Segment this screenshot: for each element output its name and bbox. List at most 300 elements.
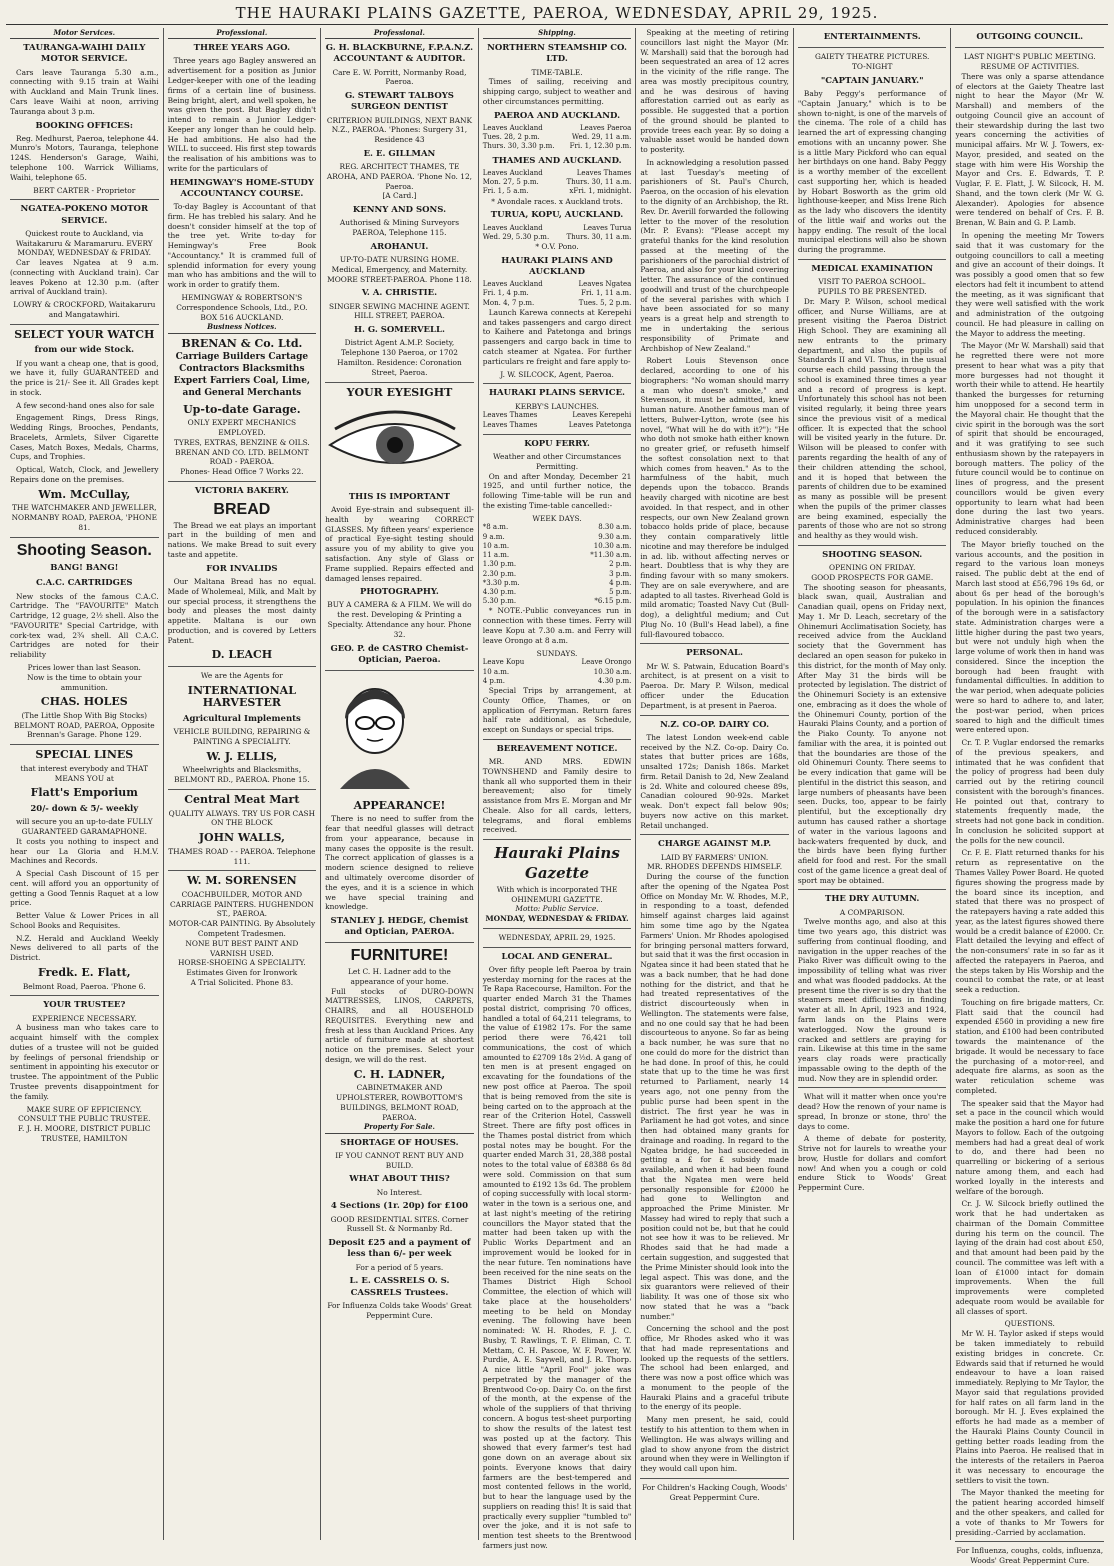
divider (798, 259, 947, 260)
timetable-route: TURUA, KOPU, AUCKLAND. (490, 210, 624, 221)
ad-address: COACHBUILDER, MOTOR AND CARRIAGE PAINTERS. HUGHENDON ST., PAEROA. (169, 889, 314, 919)
timetable-row (483, 133, 632, 142)
timetable-route2 (483, 169, 632, 197)
ad-body: For Influenza Colds take Woods' Great Peppermint Cure. (327, 1300, 472, 1320)
ad-body: Avoid Eye-strain and subsequent ill-health by wearing CORRECT GLASSES. My fifteen years' experience of practical Eye-sight testing should assure you of my ability to give you satisfaction. Any style of Glass or Frame supplied. Repairs effected and damaged lenses repaired. (325, 505, 474, 583)
timetable-row (483, 658, 632, 667)
timetable-cell: Leaves Thames (482, 411, 538, 420)
timetable-kerby (483, 411, 632, 429)
article-body: Robert Louis Stevenson once declared, according to one of his biographers: "No woman should marry a man who doesn't smoke," and Stevenson, it must be admitted, knew human nature. Another famous man of letters, Bulwer-Lytton, wrote (see his novel, "What will he do with it?"): "He who doth not smoke hath either known no greater grief, or refuseth himself the softest consolation next to that which comes from heaven." As to the harmfulness of the habit, much depends upon the tobacco. Brands heavily charged with nicotine are best avoided. In that respect, and in other respects, our own New Zealand grown tobacco holds pride of place, because they contain comparatively little nicotine and may therefore be indulged in ad. lib. without affecting nerves or heart. Doubtless that is why they are finding favour with so many smokers. They are on sale everywhere, and are adapted to all tastes. Riverhead Gold is mild aromatic; Toasted Navy Cut (Bull-dog), a delightful medium; and Cut Plug No. 10 (Bull's Head label), a fine full-flavoured tobacco. (640, 356, 789, 639)
timetable-row (483, 169, 632, 178)
ad-subhead: BANG! BANG! (50, 563, 119, 574)
timetable-cell: 10 a.m. (482, 541, 510, 550)
ad-address: Wheelwrights and Blacksmiths, BELMONT RD., PAEROA. Phone 15. (174, 765, 310, 785)
divider (10, 995, 159, 996)
article-headline: N.Z. CO-OP. DAIRY CO. (660, 719, 770, 730)
timetable-row (483, 224, 632, 233)
article-headline: MEDICAL EXAMINATION (811, 263, 933, 274)
article-body: The latest London week-end cable received by the N.Z. Co-op. Dairy Co. states that butter prices are 168s, unsalted 172s; Danish 186s. Market firm. Retail Danish to 2d, New Zealand is 2d. White and coloured cheese 89s, Canadian coloured 90-92s. Market weak. Don't expect fall below 90s; buyers now active on this market. Retail unchanged. (640, 732, 789, 830)
ad-subhead: WEEK DAYS. (532, 513, 582, 523)
article-body: Twelve months ago, and also at this time two years ago, this district was suffering from continual flooding, and navigation in the upper reaches of the Piako River was difficult owing to the impossibility of telling what was river and what was flooded paddocks. At the present time the river is so dry that the steamers meet difficulties in finding water at all. In April, 1923 and 1924, farm lands on the Plains were waterlogged. Now the ground is cracked and settlers are praying for rain. Likewise at this time in the same years clay roads were practically impassable owing to the depth of the mud. Now they are in splendid order. (797, 917, 947, 1083)
ad-headline: FURNITURE! (350, 947, 449, 965)
timetable-row (483, 299, 632, 308)
ad-body: The Bread we eat plays an important part in the building of men and nations. We make Bread to suit every taste and appetite. (167, 520, 317, 559)
timetable-cell: Leaves Auckland (482, 223, 543, 232)
ad-headline: BREAD (213, 501, 271, 519)
ad-signoff: F. J. H. MOORE, DISTRICT PUBLIC TRUSTEE, HAMILTON (18, 1124, 151, 1143)
ad-signoff: STANLEY J. HEDGE, Chemist and Optician, PAEROA. (330, 916, 469, 938)
article-subhead: QUESTIONS. (1004, 1319, 1055, 1329)
ad-subhead: KERBY'S LAUNCHES. (515, 401, 599, 411)
ad-body: will secure you an up-to-date FULLY GUARANTEED GARAMAPHONE. (15, 817, 153, 837)
article-subhead: A COMPARISON. (839, 907, 905, 917)
ad-headline: PHOTOGRAPHY. (360, 587, 439, 598)
timetable-weekdays (483, 523, 632, 606)
timetable-route: PAEROA AND AUCKLAND. (493, 110, 621, 121)
ad-address: CABINETMAKER AND UPHOLSTERER, ROWBOTTOM'S BUILDINGS, BELMONT ROAD, PAEROA. (336, 1083, 463, 1122)
timetable-cell: Thurs. 30, 11 a.m. (566, 178, 632, 187)
divider (483, 947, 632, 948)
timetable-cell: Leaves Auckland (482, 123, 543, 132)
section-header: Shipping. (483, 28, 632, 39)
ad-headline: Central Meat Mart (184, 792, 300, 806)
ad-subhead: No Interest. (376, 1187, 423, 1197)
ad-body: BUY A CAMERA & A FILM. We will do the rest. Developing & Printing a Specialty. Attendance any hour. Phone 32. (327, 600, 472, 639)
ad-address: Care E. W. Porritt, Normanby Road, Paeroa. (332, 67, 467, 87)
divider (483, 383, 632, 384)
timetable-cell: 10.30 a.m. (593, 541, 632, 550)
ad-address: Phones- Head Office 7 Works 22. (180, 467, 304, 477)
ad-body: On and after Monday, December 21 1925, and until further notice, the following Time-table will be run and the existing Time-table cancelled:- (482, 471, 632, 510)
divider (10, 744, 159, 745)
divider (325, 382, 474, 383)
section-header: Motor Services. (10, 28, 159, 39)
article-body: In acknowledging a resolution passed at last Tuesday's meeting of parishioners of St. Paul's Church, Paeroa, on the occasion of his elevation to the dignity of an Archbishop, the Rt. Rev. Dr. Averill forwarded the following letter to the mover of the resolution (Mr. P. Evans): "Please accept my grateful thanks for the kind resolution passed at the meeting of the parishioners of the parochial district of Paeroa, and also for your kind covering letter. The assurance of the continued goodwill and trust of the churchpeople of the several parishes with which I have been associated for so many years is a great help and strength to me in undertaking the serious responsibility of Primate and Archbishop of New Zealand." (640, 157, 789, 353)
timetable-row (483, 411, 632, 420)
ad-headline: INTERNATIONAL HARVESTER (187, 683, 296, 710)
ad-body: Times of sailing, receiving and shipping cargo, subject to weather and other circumstances permitting. (482, 77, 632, 106)
ad-body: Prices lower than last Season. (27, 663, 141, 673)
ad-body: Better Value & Lower Prices in all School Books and Requisites. (10, 911, 159, 930)
timetable-row (483, 579, 632, 588)
timetable-row (483, 668, 632, 677)
article-subhead: OPENING ON FRIDAY. (829, 563, 916, 573)
ad-body: GOOD RESIDENTIAL SITES. Corner Russell St. & Normanby Rd. (330, 1214, 469, 1234)
ad-subhead: C.A.C. CARTRIDGES (36, 578, 133, 589)
timetable-cell: 9.30 a.m. (598, 532, 632, 541)
ad-headline: NGATEA-POKENO MOTOR SERVICE. (20, 204, 149, 226)
article-subhead: LAST NIGHT'S PUBLIC MEETING. (963, 52, 1096, 62)
ad-address: Belmont Road, Paeroa. 'Phone 6. (22, 981, 146, 991)
ad-headline: SHORTAGE OF HOUSES. (340, 1137, 459, 1148)
ad-headline: KENNY AND SONS. (352, 205, 447, 216)
timetable-cell: 5 p.m. (609, 587, 632, 596)
ad-signoff: BERT CARTER - Proprietor (33, 185, 136, 195)
ad-headline: HAURAKI PLAINS SERVICE. (489, 388, 626, 399)
section-header: OUTGOING COUNCIL. (976, 32, 1084, 42)
article-headline: SHOOTING SEASON. (822, 549, 923, 560)
article-subhead: GOOD PROSPECTS FOR GAME. (811, 572, 934, 582)
ad-address: CRITERION BUILDINGS, NEXT BANK N.Z., PAEROA. 'Phones: Surgery 31, Residence 43 (326, 115, 473, 145)
ad-body: Special Trips by arrangement, at County Office, Thames, or on application of Ferryman. Return fares half rate additional, as Schedule, except on Sundays or special trips. (482, 685, 632, 735)
timetable-row (483, 233, 632, 242)
ad-body: Estimates Given for Ironwork (186, 968, 298, 978)
timetable-row (483, 421, 632, 430)
article-body: Cr. J. W. Silcock briefly outlined the work that he had undertaken as chairman of the Domain Committee during his term on the council. The laying of the drain had cost about £50, and that amount had been paid by the council. The committee was left with a loan of £1000 intact for domain improvements. When the full improvements were completed adequate room would be available for all classes of sport. (955, 1199, 1105, 1316)
column-7 (951, 28, 1108, 1566)
article-body: There was only a sparse attendance of electors at the Gaiety Theatre last night to hear the Mayor (Mr W. Marshall) and members of the outgoing Council give an account of their stewardship during the last two years concerning the activities of municipal affairs. Mr W. J. Towers, ex-Mayor, presided, and seated on the stage with him were His Worship the Mayor and Crs. E. Edwards, T. P. Vuglar, F. E. Flatt, J. W. Silcock, H. M. Shand, and the town clerk (Mr W. G. Alexander). Apologies for absence were tendered on behalf of Crs. F. B. Brenan, W. Bain and G. P. Lamb. (955, 71, 1105, 228)
timetable-row (483, 280, 632, 289)
ad-subhead: NONE BUT BEST PAINT AND VARNISH USED. (185, 938, 299, 958)
ad-body: N.Z. Herald and Auckland Weekly News delivered to all parts of the District. (10, 933, 159, 963)
article-subhead: VISIT TO PAEROA SCHOOL. (818, 277, 927, 287)
divider (483, 928, 632, 929)
ad-headline: SELECT YOUR WATCH (14, 327, 155, 341)
article-body: Mr W. H. Taylor asked if steps would be taken immediately to rebuild existing bridges in concrete. Cr. Edwards said that if returned he would endeavour to have a loan raised immediately. Replying to Mr Taylor, the Mayor said that regulations provided for half rates on all farm land in the borough. Mr H. J. Eves explained the efforts he had made as a member of the Hauraki Plains County Council in getting better roads leading from the Plains into Paeroa. He realised that in the interests of the retailers in Paeroa it was necessary to encourage the settlers to visit the town. (955, 1329, 1105, 1485)
timetable-cell: Thurs. 30, 11 a.m. (566, 232, 632, 241)
divider (640, 715, 789, 716)
woman-portrait-icon (325, 679, 425, 789)
masthead: THE HAURAKI PLAINS GAZETTE, PAEROA, WEDNESDAY, APRIL 29, 1925. (235, 4, 879, 22)
ad-headline: THREE YEARS AGO. (193, 43, 291, 54)
ad-body: MR. AND MRS. EDWIN TOWNSHEND and Family desire to thank all who supported them in their bereavement; also for timely assistance from Mrs E. Morgan and Mr Cheale. Also for all cards, letters, telegrams, and floral emblems received. (482, 757, 632, 835)
timetable-row (483, 597, 632, 606)
ad-headline: KOPU FERRY. (524, 438, 590, 449)
ad-address: District Agent A.M.P. Society, Telephone 130 Paeroa, or 1702 Hamilton. Residence: Coronation Street, Paeroa. (337, 338, 462, 377)
timetable-row (483, 570, 632, 579)
ad-body: Full stocks of DURO-DOWN MATTRESSES, LINOS, CARPETS, CHAIRS, and all HOUSEHOLD REQUISITES. Everything new and fresh at less than Auckland Prices. Any article of furniture made at shortest notice on the premises. Select your design, we will do the rest. (325, 986, 474, 1064)
ad-subhead: TIME-TABLE. (531, 67, 583, 77)
timetable-cell: 4.30 p.m. (482, 587, 517, 596)
divider (955, 47, 1104, 48)
timetable-cell: Mon. 4, 7 p.m. (482, 298, 535, 307)
timetable-route3 (483, 224, 632, 242)
ad-headline: Deposit £25 and a payment of less than 6/- per week (328, 1238, 471, 1260)
timetable-row (483, 533, 632, 542)
nameplate-sub: With which is incorporated THE OHINEMURI GAZETTE. (496, 884, 618, 904)
timetable-cell: Leaves Turua (583, 223, 632, 232)
ad-body: Cars leave Tauranga 5.30 a.m., connecting with 9.15 train at Waihi with Auckland and Main Trunk lines. Cars leave Waihi at noon, arriving Tauranga about 3 p.m. (10, 67, 159, 116)
article-body: The Mayor briefly touched on the various accounts, and the position in regard to the various loan moneys raised. The public debt at the end of March last stood at £56,796 19s 6d, or about 6s per head of the borough's population. In his opinion the finances of the borough were in a satisfactory state. Administration charges were a little higher during the past two years, but were not unduly high when the large volume of work then in hand was considered. Since the inception the borough had been fraught with fundamental difficulties. In addition to the war period, when adequate policies were so hard to adhere to, and later, the post-war period, when prices soared to high and the difficult times were entered upon. (955, 539, 1105, 735)
ad-subhead: SUNDAYS. (536, 648, 578, 658)
timetable-cell: Thurs. 30, 3.30 p.m. (482, 142, 555, 151)
article-headline: "CAPTAIN JANUARY." (820, 75, 924, 86)
timetable-note: * O.V. Pono. (535, 242, 579, 252)
divider (10, 537, 159, 538)
ad-headline: W. J. ELLIS, (206, 749, 278, 763)
article-body: In opening the meeting Mr Towers said that it was customary for the outgoing councillors to call a meeting and give an account of their doings. It was possibly a good omen that so few electors had felt it incumbent to attend the meeting, as it was significant that they were well satisfied with the work and administration of the outgoing council. He had pleasure in calling on the Mayor to address the meeting. (955, 231, 1105, 338)
ad-address: Authorised & Mining Surveyors PAEROA, Telephone 115. (339, 218, 459, 238)
ad-subhead: HORSE-SHOEING A SPECIALITY. (177, 958, 306, 968)
ad-subhead: FOR INVALIDS (206, 563, 278, 574)
timetable-cell: 1.30 p.m. (482, 560, 517, 569)
timetable-cell: Wed. 29, 11 a.m. (571, 133, 632, 142)
timetable-row (483, 677, 632, 686)
ad-headline: CHAS. HOLES (40, 695, 128, 709)
divider (325, 942, 474, 943)
timetable-row (483, 560, 632, 569)
divider (798, 1087, 947, 1088)
ad-headline: G. STEWART TALBOYS SURGEON DENTIST (344, 91, 454, 113)
ad-body: * NOTE.-Public conveyances run in connection with these times. Ferry will leave Kopu at 7.30 a.m. and Ferry will leave Orongo at 8 a.m. (482, 606, 632, 645)
page-columns (6, 28, 1108, 1566)
ad-subhead: MAKE SURE OF EFFICIENCY. (26, 1104, 142, 1114)
timetable-cell: 9 a.m. (482, 532, 505, 541)
ad-headline: NORTHERN STEAMSHIP CO. LTD. (487, 43, 627, 65)
timetable-cell: *11.30 a.m. (590, 551, 632, 560)
timetable-cell: Tues. 5, 2 p.m. (578, 298, 632, 307)
column-1 (6, 28, 164, 1540)
divider (10, 199, 159, 200)
ad-signoff: GEO. P. de CASTRO Chemist-Optician, Paeroa. (330, 643, 469, 665)
divider (168, 870, 317, 871)
divider (168, 666, 317, 667)
article-body: Over fifty people left Paeroa by train yesterday morning for the races at the Te Rapa Racecourse, Hamilton. For the quarter ended March 31 the Thames postal district, comprising 70 offices, handled a total of 64,211 telegrams, to the value of £1982 17s. For the same period there were 76,421 toll communications, the cost of which amounted to £2709 18s 2½d. A gang of ten men is at present engaged on excavating for the foundations of the new post office at Paeroa. The spoil that is being removed from the site is being carted on to the approach at the rear of the Criterion Hotel, Casswell Street. There are fifty post offices in the Thames postal district from which postal notes may be bought. For the quarter ended March 31, 28,388 postal notes to the total value of £8388 6s 8d were sold. Commission on that sum amounted to £192 13s 6d. The problem of coping successfully with local storm-water in the town is a serious one, and at last night's meeting of the retiring councillors the Mayor stated that the matter had been taken up with the Public Works Department and an improvement would be looked for in the near future. Ten nominations have been received for the nine seats on the Thames District High School Committee, the election of which will take place at the householders' meeting to be held on Monday evening. The following have been nominated: W. H. Rhodes, F. J. C. Busby, T. Rawlings, T. F. Eliman, C. T. Mettam, C. H. Pascoe, W. F. Power, W. Purdie, A. E. Saywell, and J. R. Thorp. A nice little "April Fool" joke was perpetrated by the manager of the Brentwood Co-op. Dairy Co. on the first of the month, at the expense of the whole of the suppliers of that thriving concern. A bogus test-sheet purporting to show the results of the latest test was posted up at the factory. This showed that every farmer's test had gone down on an average about six points. Everyone knows that dairy farmers are the best-tempered and most contented fellows in the world, but to hear the language used by the suppliers on reading this! It is said that practically every supplier "tumbled to" over the joke, and it is not safe to mention test sheets to the Brentwood farmers just now. (482, 964, 632, 1550)
ad-address: THAMES ROAD - - PAEROA. Telephone 111. (168, 846, 316, 866)
ad-headline: VICTORIA BAKERY. (194, 485, 289, 496)
ad-address: BRENAN AND CO. LTD. BELMONT ROAD - PAEROA. (175, 447, 309, 467)
article-headline: THE DRY AUTUMN. (825, 894, 920, 905)
ad-headline: BEREAVEMENT NOTICE. (496, 743, 618, 754)
ad-body: It costs you nothing to inspect and hear our La Gloria and H.M.V. Machines and Records. (10, 836, 159, 866)
divider (10, 324, 159, 325)
timetable-cell: Leaves Kerepehi (572, 411, 632, 420)
masthead-rule (6, 24, 1108, 25)
ad-address: REG. ARCHITECT THAMES, TE AROHA, AND PAEROA. 'Phone No. 12, Paeroa. (326, 162, 473, 191)
ad-subhead: CONSULT THE PUBLIC TRUSTEE. (18, 1114, 151, 1124)
divider (640, 1478, 789, 1479)
ad-address: THE WATCHMAKER AND JEWELLER, NORMANBY ROAD, PAEROA, 'PHONE 81. (11, 503, 157, 532)
ad-headline: Flatt's Emporium (30, 786, 138, 800)
ad-headline: Up-to-date Garage. (183, 402, 301, 416)
article-body: The shooting season for pheasants, black swan, quail, Australian and Canadian quail, opens on Friday next, May 1. Mr D. Leach, secretary of the Ohinemuri Acclimatisation Society, has received advice from the Auckland society that the Government has declared an open season for pukeko in this district, for the month of May only. After May 31 the birds will be protected by legislation. The district of the Ohinemuri Society is an extensive one, embracing as it does the whole of the Ohinemuri County, portion of the Hauraki Plains County, and a portion of the Piako County. To anyone not familiar with the area, it is pointed out that the boundaries are those of the old Ohinemuri County. There seems to be every indication that game will be plentiful in the district this season, and large numbers of pheasants have been seen. Ducks, too, appear to be fairly plentiful, but the exceptionally dry autumn has caused rather a shortage of water in the various lagoons and back-waters frequented by duck, and the birds have been flying further afield for food and rest. For the small cost of the game licence a great deal of sport may be obtained. (797, 582, 947, 885)
ad-headline: V. A. CHRISTIE. (361, 288, 438, 299)
timetable-cell: Leave Orongo (581, 658, 632, 667)
ad-headline: 4 Sections (1r. 20p) for £100 (330, 1201, 468, 1212)
timetable-cell: xFri. 1, midnight. (569, 187, 632, 196)
ad-signoff: LOWRY & CROCKFORD, Waitakaruru and Mangatawhiri. (13, 300, 156, 319)
ad-subhead: THIS IS IMPORTANT (348, 491, 451, 502)
timetable-cell: *3.30 p.m. (482, 578, 520, 587)
timetable-cell: 4 p.m. (609, 578, 632, 587)
ad-body: Carriage Builders Cartage Contractors Blacksmiths Expert Farriers Coal, Lime, and General Merchants (173, 352, 311, 398)
divider (483, 839, 632, 840)
timetable-cell: 3 p.m. (609, 569, 632, 578)
ad-subhead: ONLY EXPERT MECHANICS EMPLOYED. (187, 418, 297, 438)
divider (168, 481, 317, 482)
ad-headline: H. G. SOMERVELL. (353, 325, 445, 336)
ad-subhead: Agricultural Implements (182, 714, 301, 725)
ad-signoff: A Trial Solicited. Phone 83. (190, 977, 294, 987)
timetable-cell: Leaves Thames (576, 168, 632, 177)
ad-body: Three years ago Bagley answered an advertisement for a position as Junior Ledger-keeper with one of the leading firms of a certain line of business. Being bright, alert, and well spoken, he was given the post. But Bagley didn't intend to remain a Junior Ledger-Keeper any longer than he could help. He had ambitions. He also had the WILL to succeed. His first step towards the realisation of his ambitions was to write for the particulars of (167, 56, 317, 173)
timetable-cell: Leave Kopu (482, 658, 525, 667)
timetable-cell: Fri. 1, 11 a.m. (581, 289, 632, 298)
ad-signoff: J. W. SILCOCK, Agent, Paeroa. (500, 369, 614, 379)
timetable-row (483, 523, 632, 532)
timetable-route: THAMES AND AUCKLAND. (492, 155, 622, 166)
ad-body: Car leaves Ngatea at 9 a.m. (connecting with Auckland train). Car leaves Pokeno at 12.30 p.m. (after arrival of Auckland train). (10, 258, 159, 297)
timetable-route: HAURAKI PLAINS AND AUCKLAND (501, 255, 613, 278)
timetable-row (483, 142, 632, 151)
ad-headline: SPECIAL LINES (35, 748, 134, 762)
section-header: Professional. (325, 28, 474, 39)
timetable-cell: Leaves Paeroa (579, 123, 632, 132)
timetable-cell: Wed. 29, 5.30 p.m. (482, 232, 550, 241)
timetable-cell: 4.30 p.m. (597, 676, 632, 685)
ad-headline: WHAT ABOUT THIS? (349, 1174, 450, 1185)
section-header: Business Notices. (168, 322, 317, 333)
ad-body: For Children's Hacking Cough, Woods' Great Peppermint Cure. (642, 1482, 788, 1502)
ad-subhead: HEMINGWAY'S HOME-STUDY ACCOUNTANCY COURSE. (169, 177, 314, 199)
ad-subhead: 20/- down & 5/- weekly (30, 804, 139, 815)
timetable-cell: *6.15 p.m. (594, 597, 632, 606)
timetable-cell: Mon. 27, 5 p.m. (482, 178, 539, 187)
ad-subhead: Weather and other Circumstances Permitting. (492, 451, 622, 471)
ad-body: VEHICLE BUILDING, REPAIRING & PAINTING A SPECIALITY. (173, 727, 311, 746)
column-5 (636, 28, 794, 1540)
column-4 (479, 28, 637, 1550)
timetable-cell: 11 a.m. (482, 551, 510, 560)
timetable-cell: Leaves Patetonga (568, 420, 632, 429)
timetable-cell: *8 a.m. (482, 523, 509, 532)
article-body: Dr. Mary P. Wilson, school medical officer, and Nurse Williams, are at present visiting the Paeroa District High School. They are examining all new entrants to the primary department, and also the pupils of Standards II and VI. Thus, in the usual course each child passing through the school is examined three times a year and a record of progress is kept. Unfortunately this school has not been visited regularly, it being three years since the previous visit of a medical officer. It is expected that the school will be visited yearly in the future. Dr. Wilson will be pleased to confer with parents regarding the health of any of their children attending the school, and it is hoped that between the parents of children due to be examined as many as possible will be present when the pupils of the primer classes are being examined, especially the parents of those who are not so strong and healthy as they would wish. (797, 296, 947, 541)
ad-headline: Wm. McCullay, (38, 487, 131, 501)
timetable-cell: 5.30 p.m. (482, 597, 517, 606)
article-subhead: LAID BY FARMERS' UNION. (660, 852, 769, 862)
divider (483, 434, 632, 435)
ad-subhead: Quickest route to Auckland, via Waitakaruru & Maramaruru. EVERY MONDAY, WEDNESDAY & FRIDAY. (15, 228, 153, 258)
divider (483, 739, 632, 740)
timetable-route1 (483, 124, 632, 152)
ad-subhead: EXPERIENCE NECESSARY. (31, 1013, 137, 1023)
article-body: Touching on fire brigade matters, Cr. Flatt said that the council had expended £560 in providing a new fire station, and £100 had been contributed towards the maintenance of the brigade. It would be necessary to face the purchasing of a motor-reel, and adequate fire alarms, as soon as the water reticulation scheme was completed. (955, 997, 1105, 1095)
ad-body: Engagement Rings, Dress Rings, Wedding Rings, Brooches, Pendants, Bracelets, Armlets, Silver Cigarette Cases, Match Boxes, Medals, Charms, Cups, and Trophies. (10, 413, 159, 462)
timetable-sundays (483, 658, 632, 686)
ad-headline: JOHN WALLS, (198, 831, 285, 845)
ad-body: A business man who takes care to acquaint himself with the complex duties of a trustee will not be guided by feelings of personal friendship or sentiment in appointing his executor or trustee. The appointment of the Public Trustee prevents disappointment for the family. (10, 1023, 159, 1101)
ad-address: HEMINGWAY & ROBERTSON'S Correspondence Schools, Ltd., P.O. BOX 516 AUCKLAND. (176, 292, 308, 322)
ad-body: For a period of 5 years. (355, 1262, 444, 1272)
timetable-row (483, 542, 632, 551)
timetable-row (483, 588, 632, 597)
ad-body: To-day Bagley is Accountant of that firm. He has trebled his salary. And he doesn't consider himself at the top of the tree yet. Write to-day for Hemingway's Free Book "Accountancy." It is crammed full of splendid information for every young man who has ambitions and the will to work in order to gratify them. (167, 202, 317, 290)
ad-body: A few second-hand ones also for sale (16, 400, 155, 410)
timetable-row (483, 178, 632, 187)
divider (640, 643, 789, 644)
article-body: During the course of the function after the opening of the Ngatea Post Office on Monday Mr. W. Rhodes, M.P., in responding to a toast, defended himself against charges laid against him some time ago by the Ngatea Farmers' Union. Mr Rhodes apologised for bringing personal matters forward, but said that it was the first occasion in Ngatea since it had been stated that he was a back number, that he had done nothing for the district, and that he had treated representatives of the district discourteously when in Wellington. The statements were false, and no one could say that he had been discourteous to anyone. So far as being a back number, he was sure that no one could do more for the district than he had done. In proof of this, he could state that up to the time he was first returned to Parliament, nearly 14 years ago, not one penny from the public purse had been spent in the district. The first year he was in Parliament he had got votes, and since then had obtained many grants for drainage and roading. In regard to the Ngatea bridge, he had succeeded in getting a £ for £ subsidy made available, and when it had been found that the Ngatea men were held personally responsible for £2000 he had gone to Wellington and approached the Prime Minister. Mr Massey had wired to reply that such a position could not be, but that he could not see how it was to be relieved. Mr Rhodes said that he had made a certain suggestion, and suggested that the Prime Minister should look into the legal aspect. This was done, and the six guarantors were relieved of their liability. It was one of those six who now stated that he was a "back number." (640, 872, 789, 1321)
nameplate-days: MONDAY, WEDNESDAY & FRIDAY. (485, 914, 629, 924)
ad-subhead: IF YOU CANNOT RENT BUY AND BUILD. (335, 1150, 464, 1170)
ad-headline: Fredk. E. Flatt, (38, 966, 131, 979)
article-body: The Mayor thanked the meeting for the patient hearing accorded himself and the other speakers, and called for a vote of thanks to Mr Towers for presiding.-Carried by acclamation. (955, 1488, 1105, 1537)
ad-subhead: TYRES, EXTRAS, BENZINE & OILS. (173, 437, 310, 447)
article-subhead: PUPILS TO BE PRESENTED. (817, 286, 927, 296)
timetable-route4 (483, 280, 632, 308)
timetable-cell: Fri. 1, 4 p.m. (482, 289, 529, 298)
timetable-cell: 8.30 a.m. (598, 523, 632, 532)
timetable-cell: Leaves Auckland (482, 280, 543, 289)
article-body: Cr. T. P. Vuglar endorsed the remarks of the previous speakers, and intimated that he was confident that the policy of progress had been duly carried out by the retiring council consistent with the borough's finances. He pointed out that, contrary to statements frequently made, the streets had not gone back in condition. In conclusion he solicited support at the polls for the new council. (955, 738, 1105, 845)
article-headline: CHARGE AGAINST M.P. (658, 839, 772, 850)
ad-body: Launch Karewa connects at Kerepehi and takes passengers and cargo direct to Kaihere and Patetonga and brings passengers and cargo back in time to catch steamer at Ngatea. For further particulars re freight and fare apply to- (482, 307, 632, 366)
ad-subhead: that interest everybody and THAT MEANS YOU at (20, 763, 149, 783)
timetable-cell: 4 p.m. (482, 676, 505, 685)
timetable-note: * Avondale races. x Auckland trots. (491, 196, 623, 206)
article-body: Concerning the school and the post office, Mr Rhodes asked who it was that had made representations and looked up the requests of the settlers. The school had been enlarged, and there was now a post office which was a monument to the people of the Hauraki Plains and a graceful tribute to the energy of its people. (640, 1324, 789, 1412)
ad-headline: D. LEACH (211, 648, 273, 662)
divider (955, 1541, 1104, 1542)
article-body: A theme of debate for posterity, Strive not for laurels to wreathe your brow, Hustle for dollars and comfort now! And when you a cough or cold endure Stick to Woods' Great Peppermint Cure. (797, 1134, 947, 1193)
divider (325, 670, 474, 671)
divider (798, 545, 947, 546)
ad-body: Now is the time to obtain your ammunition. (27, 672, 142, 692)
article-body: The Mayor (Mr W. Marshall) said that he regretted there were not more present to hear what was a pity that more burgesses had not thought it worth their while to attend. He heartily thanked the burgesses for returning him unopposed for a second term in the Mayoral chair. He thought that the civic spirit in the borough was the sort of spirit that should be encouraged, and it was gratifying to see such enthusiasm shown by the ratepayers in borough matters. The policy of the future council would be to continue on lines of progress, and the present councillors would be given every opportunity to learn what had been done during the last two years. Administrative charges had been reduced considerably. (955, 341, 1105, 536)
timetable-cell: Fri. 1, 12.30 p.m. (569, 142, 632, 151)
ad-body: For Influenza, coughs, colds, influenza, Woods' Great Peppermint Cure. (956, 1546, 1104, 1566)
timetable-cell: Fri. 1, 5 a.m. (482, 187, 529, 196)
article-subhead: RESUME OF ACTIVITIES. (980, 61, 1080, 71)
divider (798, 47, 947, 48)
ad-headline: C. H. LADNER, (353, 1067, 446, 1081)
ad-signoff: L. E. CASSRELS O. S. CASSRELS Trustees. (349, 1276, 450, 1298)
ad-headline: Shooting Season. (16, 541, 152, 559)
ad-headline: YOUR TRUSTEE? (43, 1000, 126, 1011)
ad-subhead: MOTOR-CAR PAINTING. By Absolutely Competent Tradesmen. (168, 919, 316, 938)
timetable-cell: 2 p.m. (609, 560, 632, 569)
ad-subhead: [A Card.] (382, 191, 417, 201)
article-body: Baby Peggy's performance of "Captain January," which is to be shown to-night, is one of the marvels of the cinema. The role of a child has learned the art of expressing changing emotions with an uncanny power. She is a little Mary Pickford who can equal her birthdays on one hand. Baby Peggy is a worthy member of the excellent cast supporting her, which is headed by Hobart Bosworth as the grim old lighthouse-keeper, and Miss Irene Rich as the lady who discovers the identity of the little waif and works out the happy ending. The result of the local municipal elections will also be shown during the programme. (797, 88, 947, 255)
ad-headline: W. M. SORENSEN (187, 874, 297, 888)
divider (798, 889, 947, 890)
article-body: Many men present, he said, could testify to his attention to them when in Wellington. He was always willing and glad to show anyone from the district around when they were in Wellington if they would call upon him. (640, 1415, 789, 1474)
ad-headline: YOUR EYESIGHT (346, 385, 453, 399)
timetable-cell: 2.30 p.m. (482, 569, 517, 578)
ad-subhead: QUALITY ALWAYS. TRY US FOR CASH ON THE BLOCK (168, 808, 316, 828)
article-body: The speaker said that the Mayor had set a pace in the council which would make the position a hard one for future Mayors to follow. Each of the outgoing members had had a great deal of work to do, and there had been no quarrelling or bickering of a serious nature among them, and each had worked loyally in the interests and welfare of the borough. (955, 1098, 1105, 1196)
timetable-cell: Leaves Thames (482, 420, 538, 429)
ad-address: (The Little Shop With Big Stocks) BELMONT ROAD, PAEROA, Opposite Brennan's Garage. Phone 129. (13, 710, 155, 740)
ad-headline: APPEARANCE! (353, 798, 446, 812)
divider (640, 834, 789, 835)
newspaper-nameplate: Hauraki Plains Gazette (494, 844, 620, 882)
eye-illustration-icon (325, 407, 465, 479)
column-3 (321, 28, 479, 1540)
ad-body: A Special Cash Discount of 15 per cent. will afford you an opportunity of getting a Good Tennis Raquet at a low price. (10, 869, 159, 908)
column-2 (164, 28, 322, 1540)
timetable-cell: 10.30 a.m. (593, 667, 632, 676)
ad-body: If you want a cheap one, that is good, we have it, fully GUARANTEED and the price is 21/- See it. All Grades kept in stock. (10, 358, 159, 397)
article-body: What will it matter when once you're dead? How the renown of your name is spread, In bronze or stone, thro' the days to come. (797, 1092, 947, 1131)
timetable-row (483, 124, 632, 133)
article-body: Mr W. S. Patwain, Education Board's architect, is at present on a visit to Paeroa. Dr. Mary P. Wilson, medical officer under the Education Department, is at present in Paeroa. (640, 661, 789, 710)
ad-headline: TAURANGA-WAIHI DAILY MOTOR SERVICE. (23, 43, 146, 65)
article-body: Speaking at the meeting of retiring councillors last night the Mayor (Mr. W. Marshall) said that the borough had been sequestrated an area of 12 acres in the vicinity of the rifle range. The area was mostly precipitous country, and he was desirous of having afforestation carried out as early as possible. He suggested that a portion of the ground should be planted to provide trees each year. By so doing a valuable asset would be handed down to posterity. (640, 28, 789, 155)
section-header: ENTERTAINMENTS. (823, 32, 921, 42)
ad-headline: G. H. BLACKBURNE, F.P.A.N.Z. ACCOUNTANT & AUDITOR. (325, 43, 474, 65)
timetable-row (483, 187, 632, 196)
section-header: Property For Sale. (325, 1122, 474, 1133)
article-headline: PERSONAL. (686, 648, 743, 659)
article-subhead: TO-NIGHT (851, 61, 893, 71)
ad-headline: AROHANUI. (370, 241, 429, 252)
divider (168, 789, 317, 790)
nameplate-motto: Motto: Public Service. (515, 904, 599, 914)
ad-address: SINGER SEWING MACHINE AGENT. HILL STREET, PAEROA. (329, 301, 470, 321)
ad-subhead: Let C. H. Ladner add to the appearance of your home. (347, 967, 451, 986)
article-subhead: MR. RHODES DEFENDS HIMSELF. (647, 862, 783, 872)
timetable-row (483, 289, 632, 298)
